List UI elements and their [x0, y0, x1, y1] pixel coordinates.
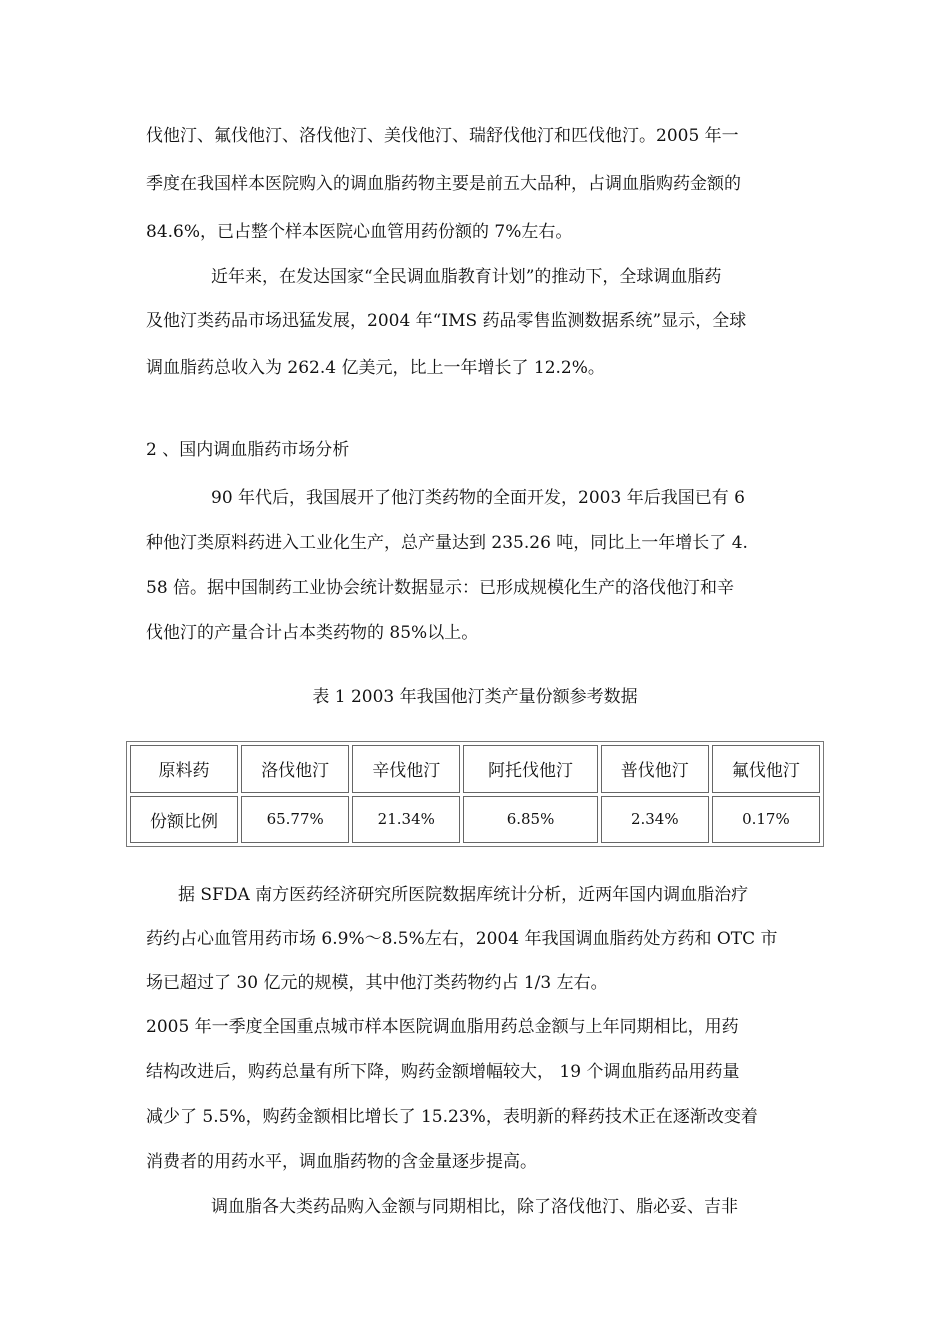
- paragraph-line: 90 年代后，我国展开了他汀类药物的全面开发，2003 年后我国已有 6: [211, 488, 745, 508]
- table-header-cell: 洛伐他汀: [241, 745, 349, 793]
- paragraph-line: 减少了 5.5%，购药金额相比增长了 15.23%，表明新的释药技术正在逐渐改变着: [146, 1107, 758, 1127]
- share-table: [126, 741, 824, 847]
- table-header-cell: 氟伐他汀: [712, 745, 820, 793]
- paragraph-line: 药约占心血管用药市场 6.9%～8.5%左右，2004 年我国调血脂药处方药和 OTC 市: [146, 929, 778, 949]
- paragraph-line: 场已超过了 30 亿元的规模，其中他汀类药物约占 1/3 左右。: [146, 973, 608, 993]
- table-header-label: 原料药: [130, 745, 238, 793]
- paragraph-line: 及他汀类药品市场迅猛发展，2004 年“IMS 药品零售监测数据系统”显示，全球: [146, 311, 747, 331]
- table-cell: 2.34%: [601, 796, 709, 844]
- paragraph-line: 结构改进后，购药总量有所下降，购药金额增幅较大， 19 个调血脂药品用药量: [146, 1062, 740, 1082]
- section-heading: 2 、国内调血脂药市场分析: [146, 440, 350, 460]
- table-cell: 21.34%: [352, 796, 460, 844]
- paragraph-line: 种他汀类原料药进入工业化生产，总产量达到 235.26 吨，同比上一年增长了 4.: [146, 533, 748, 553]
- table-header-cell: 辛伐他汀: [352, 745, 460, 793]
- paragraph-line: 84.6%，已占整个样本医院心血管用药份额的 7%左右。: [146, 222, 573, 242]
- paragraph-line: 2005 年一季度全国重点城市样本医院调血脂用药总金额与上年同期相比，用药: [146, 1017, 739, 1037]
- paragraph-line: 调血脂药总收入为 262.4 亿美元，比上一年增长了 12.2%。: [146, 358, 605, 378]
- table-header-row: [130, 745, 820, 793]
- paragraph-line: 据 SFDA 南方医药经济研究所医院数据库统计分析，近两年国内调血脂治疗: [178, 885, 749, 905]
- table-row-label: 份额比例: [130, 796, 238, 844]
- table-row: [130, 796, 820, 844]
- paragraph-line: 调血脂各大类药品购入金额与同期相比，除了洛伐他汀、脂必妥、吉非: [211, 1197, 738, 1217]
- table-cell: 6.85%: [463, 796, 597, 844]
- paragraph-line: 伐他汀的产量合计占本类药物的 85%以上。: [146, 623, 479, 643]
- table-cell: 0.17%: [712, 796, 820, 844]
- table-header-cell: 普伐他汀: [601, 745, 709, 793]
- table-caption: 表 1 2003 年我国他汀类产量份额参考数据: [312, 687, 638, 707]
- table-header-cell: 阿托伐他汀: [463, 745, 597, 793]
- paragraph-line: 消费者的用药水平，调血脂药物的含金量逐步提高。: [146, 1152, 537, 1172]
- paragraph-line: 伐他汀、氟伐他汀、洛伐他汀、美伐他汀、瑞舒伐他汀和匹伐他汀。2005 年一: [146, 126, 739, 146]
- paragraph-line: 近年来，在发达国家“全民调血脂教育计划”的推动下，全球调血脂药: [211, 267, 722, 287]
- paragraph-line: 58 倍。据中国制药工业协会统计数据显示：已形成规模化生产的洛伐他汀和辛: [146, 578, 735, 598]
- paragraph-line: 季度在我国样本医院购入的调血脂药物主要是前五大品种，占调血脂购药金额的: [146, 174, 741, 194]
- table-cell: 65.77%: [241, 796, 349, 844]
